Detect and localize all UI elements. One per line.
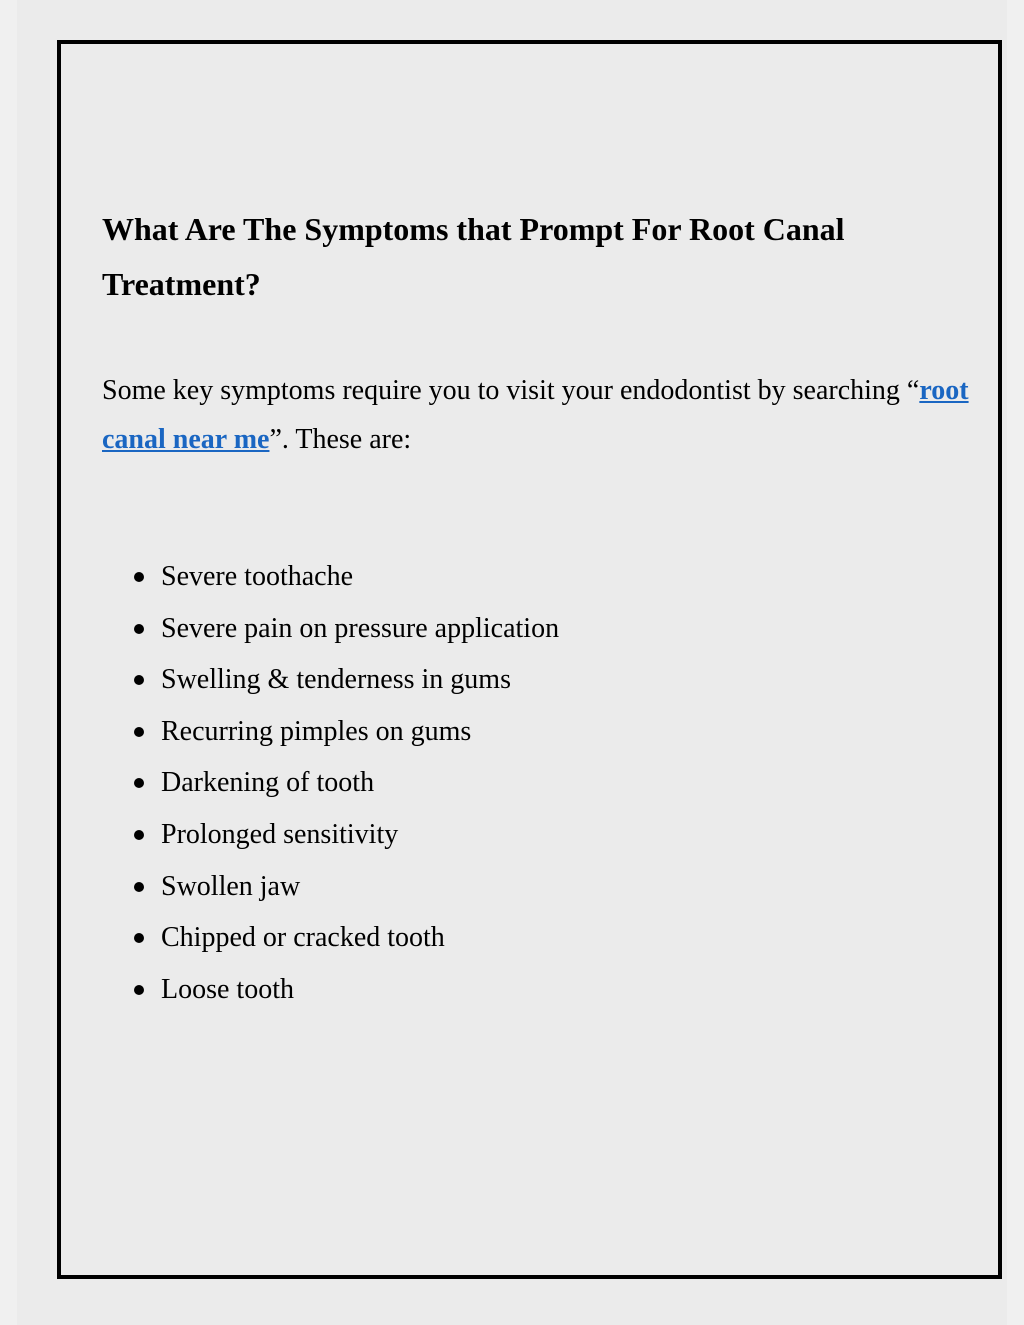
symptoms-list xyxy=(127,555,559,1019)
list-item-text: Prolonged sensitivity xyxy=(161,818,399,850)
document-page xyxy=(17,0,1007,1325)
bullet-icon xyxy=(134,882,144,892)
list-item-text: Loose tooth xyxy=(161,973,294,1005)
list-item xyxy=(127,916,559,968)
list-item-text: Swelling & tenderness in gums xyxy=(161,664,511,696)
list-item xyxy=(127,968,559,1020)
list-item xyxy=(127,813,559,865)
list-item-text: Severe toothache xyxy=(161,561,354,592)
page-border-frame xyxy=(57,40,1002,1279)
list-item-text: Chipped or cracked tooth xyxy=(161,922,445,954)
bullet-icon xyxy=(134,830,144,840)
list-item xyxy=(127,607,559,659)
list-item-text: Darkening of tooth xyxy=(161,767,375,799)
list-item xyxy=(127,658,559,710)
bullet-icon xyxy=(134,675,144,685)
intro-text-before: Some key symptoms require you to visit your endodontist by searching “ xyxy=(102,375,920,406)
intro-paragraph xyxy=(102,366,982,464)
bullet-icon xyxy=(134,985,144,995)
list-item xyxy=(127,555,559,607)
list-item xyxy=(127,865,559,917)
list-item-text: Recurring pimples on gums xyxy=(161,715,472,747)
bullet-icon xyxy=(134,778,144,788)
root-canal-near-me-link[interactable]: root canal near me xyxy=(102,375,969,455)
page-heading: What Are The Symptoms that Prompt For Root Canal Treatment? xyxy=(102,211,845,302)
list-item xyxy=(127,710,559,762)
intro-text-after: ”. These are: xyxy=(269,424,412,455)
bullet-icon xyxy=(134,933,144,943)
bullet-icon xyxy=(134,572,144,582)
bullet-icon xyxy=(134,727,144,737)
list-item-text: Swollen jaw xyxy=(161,870,301,902)
list-item-text: Severe pain on pressure application xyxy=(161,612,560,644)
list-item xyxy=(127,761,559,813)
bullet-icon xyxy=(134,624,144,634)
